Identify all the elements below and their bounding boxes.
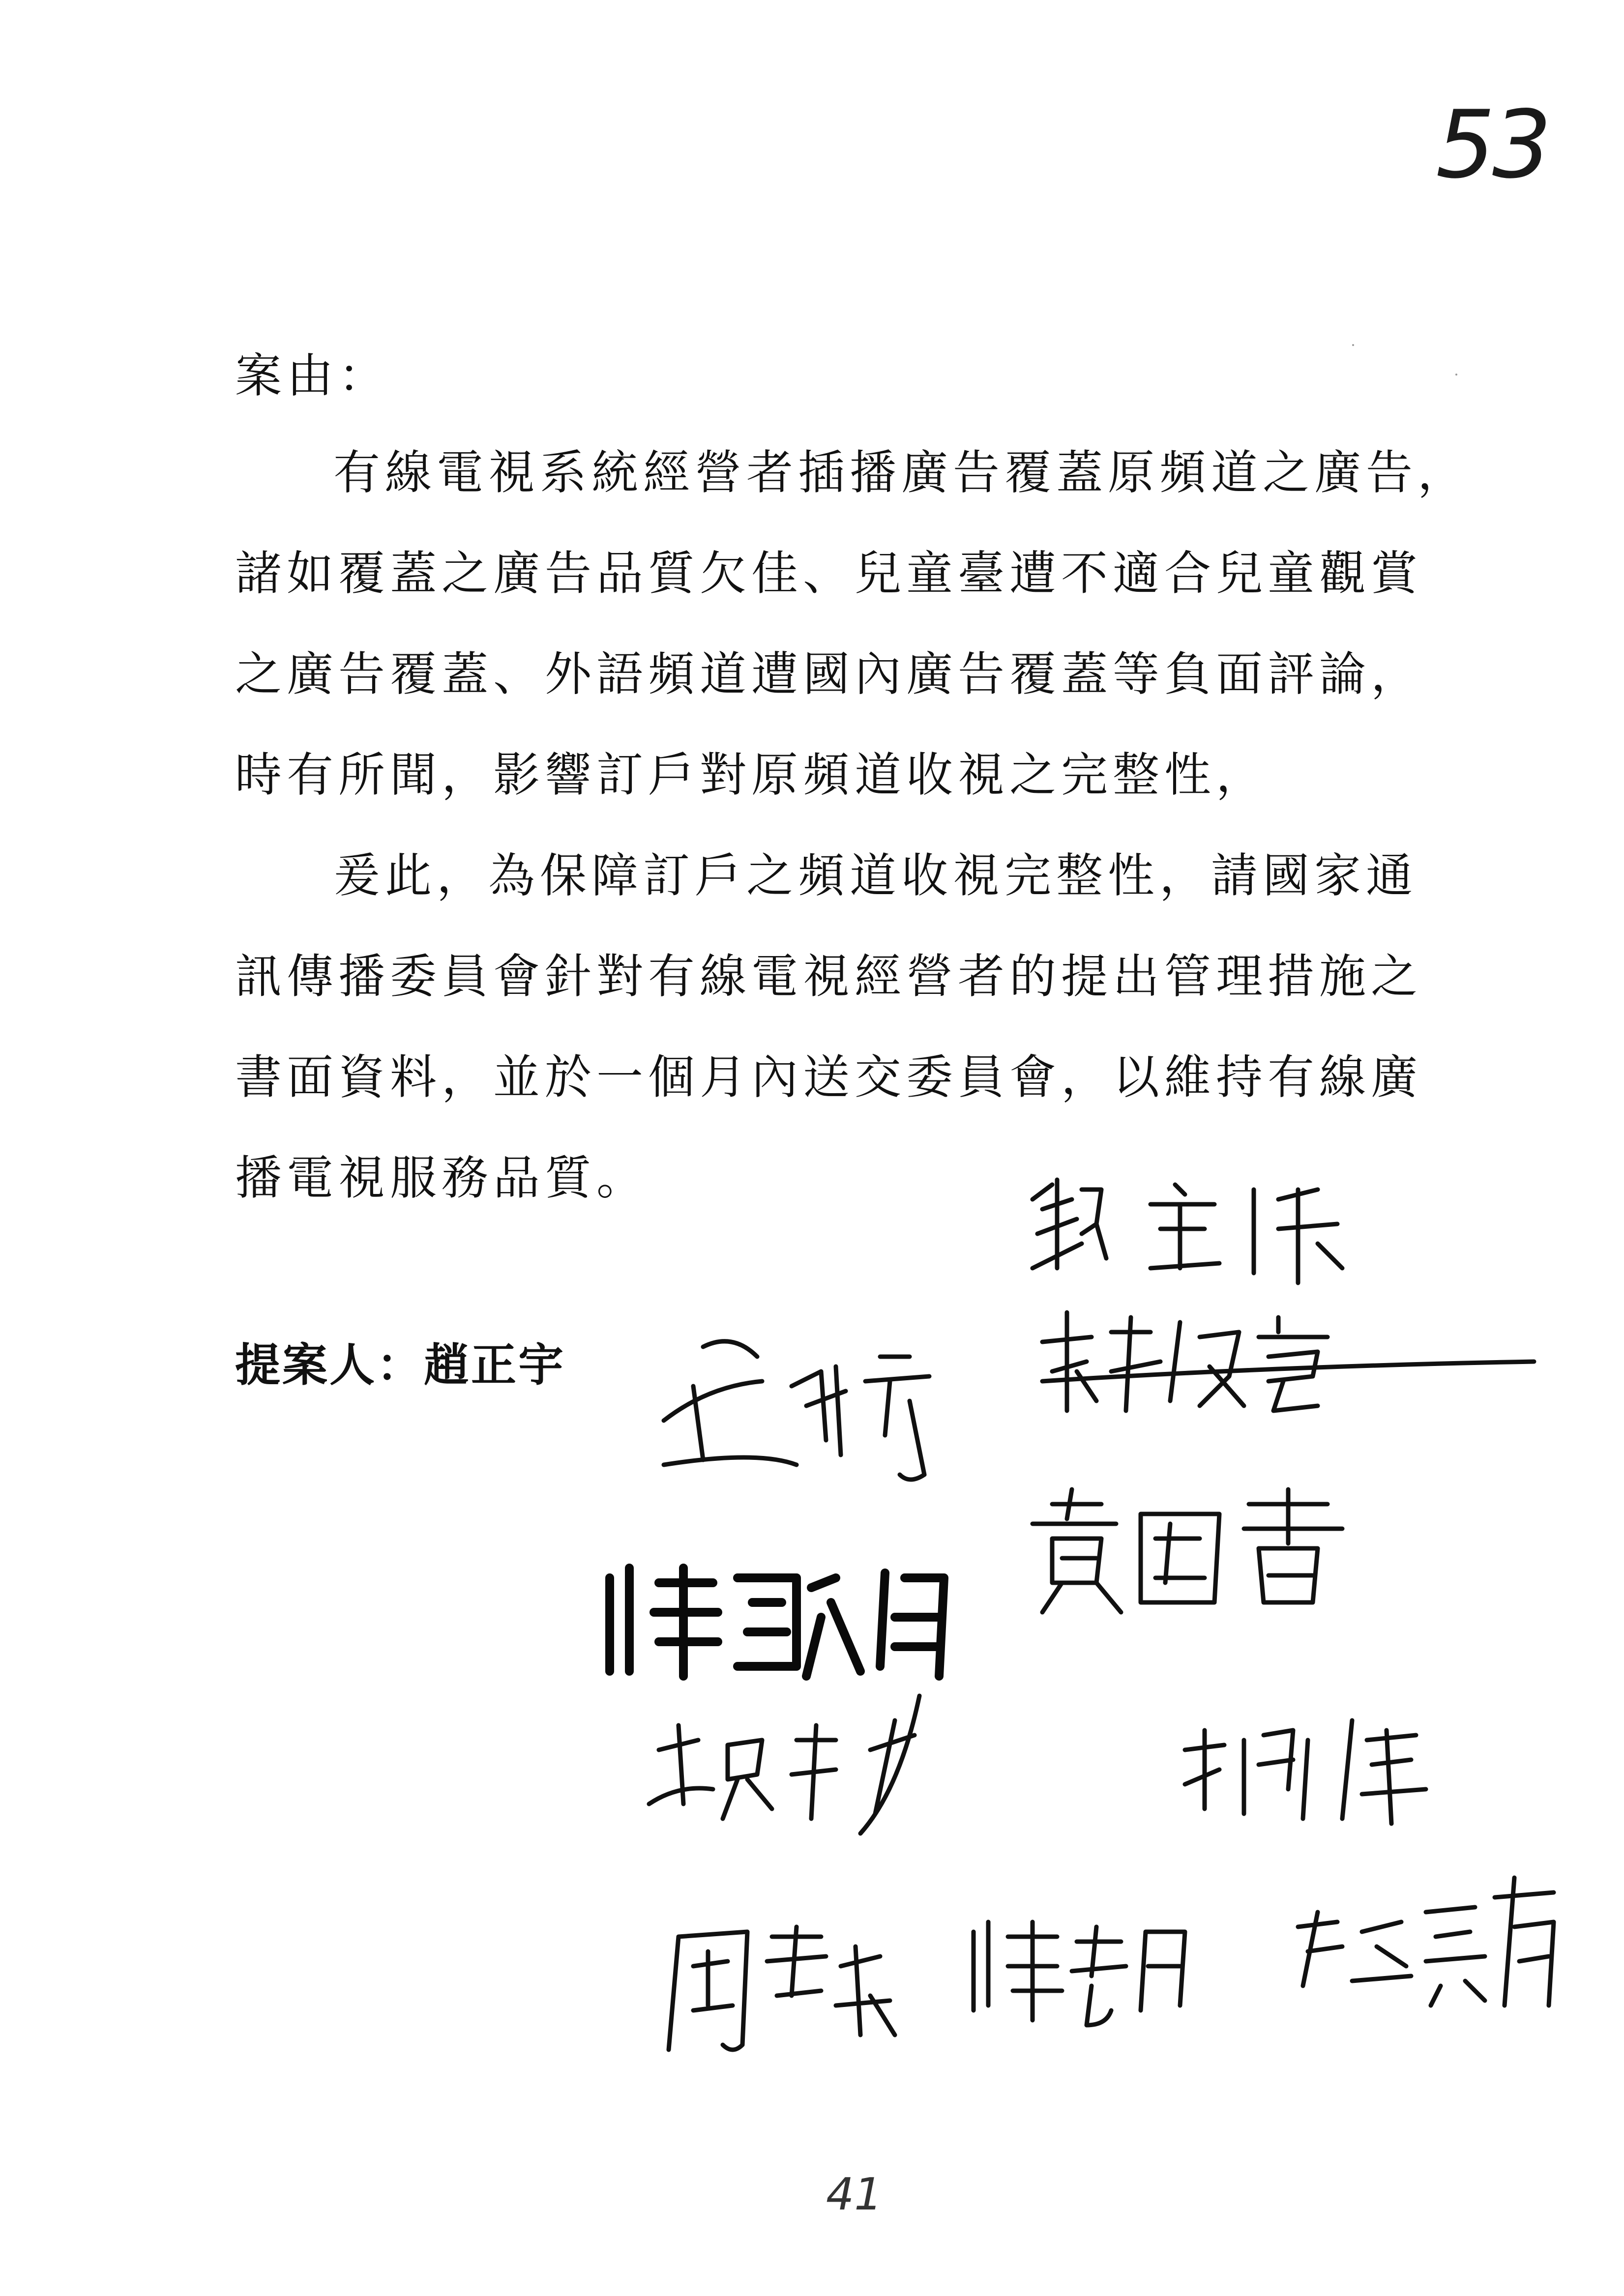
signature-1 — [1023, 1170, 1377, 1298]
body-line-7: 書面資料，並於一個月內送交委員會，以維持有線廣 — [235, 1050, 1423, 1104]
signature-3 — [634, 1327, 988, 1494]
body-line-6: 訊傳播委員會針對有線電視經營者的提出管理措施之 — [235, 950, 1423, 1004]
signature-7 — [1170, 1711, 1446, 1829]
page-number: 41 — [826, 2169, 883, 2220]
body-line-3: 之廣告覆蓋、外語頻道遭國內廣告覆蓋等負面評論， — [235, 647, 1423, 701]
signature-10 — [1278, 1868, 1573, 2025]
signature-2 — [1023, 1303, 1544, 1430]
heading: 案由： — [235, 349, 390, 403]
body-line-2: 諸如覆蓋之廣告品質欠佳、兒童臺遭不適合兒童觀賞 — [235, 547, 1423, 601]
handwritten-page-number: 53 — [1436, 90, 1549, 199]
scan-speck — [1352, 344, 1354, 346]
body-line-1: 有線電視系統經營者插播廣告覆蓋原頻道之廣告， — [333, 446, 1470, 500]
signature-4 — [1023, 1484, 1367, 1632]
signature-6 — [639, 1691, 993, 1848]
body-line-5: 爰此，為保障訂戶之頻道收視完整性，請國家通 — [333, 849, 1418, 903]
signature-5 — [600, 1558, 954, 1686]
proposer-line: 提案人：趙正宇 — [235, 1339, 566, 1392]
signature-9 — [964, 1912, 1200, 2030]
body-line-8: 播電視服務品質。 — [235, 1151, 649, 1205]
signature-8 — [659, 1907, 915, 2064]
body-line-4: 時有所聞，影響訂戶對原頻道收視之完整性， — [235, 748, 1268, 802]
scan-speck — [1455, 374, 1457, 376]
